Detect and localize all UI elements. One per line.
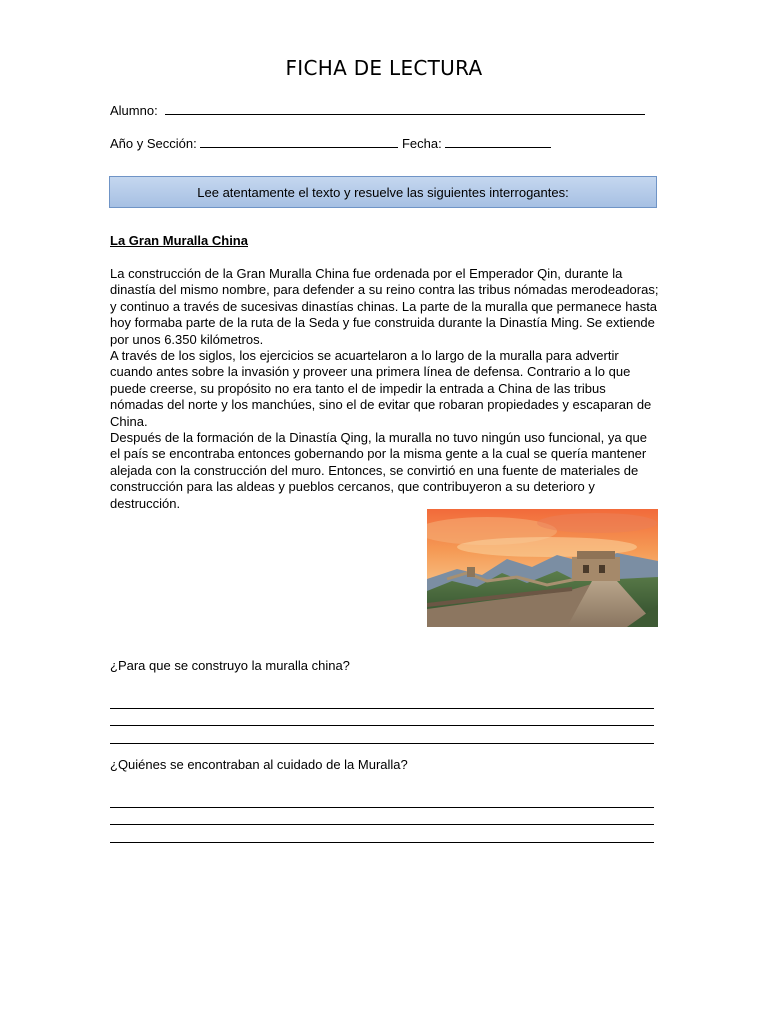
alumno-field[interactable] bbox=[110, 103, 645, 118]
reading-paragraph: La construcción de la Gran Muralla China fue ordenada por el Emperador Qin, durante la dinastía del mismo nombre, para defender a su reino contra las tribus nómadas merodeadoras; y continuo a través de sucesivas dinastías chinas. La parte de la muralla que permanece hasta hoy formaba parte de la ruta de la Seda y fue construida durante la Dinastía Ming. Se extiende por unos 6.350 kilómetros. bbox=[110, 266, 659, 347]
ano-seccion-blank-line[interactable] bbox=[200, 136, 398, 148]
fecha-label: Fecha: bbox=[401, 136, 442, 151]
answer-line[interactable] bbox=[110, 790, 654, 808]
answer-line[interactable] bbox=[110, 726, 654, 744]
question-2: ¿Quiénes se encontraban al cuidado de la Muralla? bbox=[110, 757, 408, 772]
ano-seccion-label: Año y Sección: bbox=[110, 136, 197, 151]
ano-seccion-field[interactable] bbox=[110, 136, 551, 151]
reading-title: La Gran Muralla China bbox=[110, 233, 248, 248]
alumno-label: Alumno: bbox=[110, 103, 158, 118]
answer-line[interactable] bbox=[110, 825, 654, 843]
alumno-blank-line[interactable] bbox=[165, 103, 645, 115]
answer-line[interactable] bbox=[110, 709, 654, 727]
answer-lines-1[interactable] bbox=[110, 691, 654, 744]
fecha-blank-line[interactable] bbox=[445, 136, 551, 148]
instructions-box bbox=[109, 176, 657, 208]
great-wall-photo bbox=[427, 509, 658, 627]
reading-paragraph: Después de la formación de la Dinastía Qing, la muralla no tuvo ningún uso funcional, ya que el país se encontraba entonces gobernando por la misma gente a la cual se quería mantener alejada con la construcción del muro. Entonces, se convirtió en una fuente de materiales de construcción para las aldeas y pueblos cercanos, que contribuyeron a su deterioro y destrucción. bbox=[110, 430, 647, 511]
question-1: ¿Para que se construyo la muralla china? bbox=[110, 658, 350, 673]
answer-line[interactable] bbox=[110, 808, 654, 826]
answer-line[interactable] bbox=[110, 691, 654, 709]
reading-paragraph: A través de los siglos, los ejercicios se acuartelaron a lo largo de la muralla para advertir cuando antes sobre la invasión y proveer una primera línea de defensa. Contrario a lo que puede creerse, su propósito no era tanto el de impedir la entrada a China de las tribus nómadas del norte y los manchúes, sino el de evitar que robaran propiedades y escaparan de China. bbox=[110, 348, 652, 429]
instructions-text: Lee atentamente el texto y resuelve las siguientes interrogantes: bbox=[197, 184, 569, 200]
answer-lines-2[interactable] bbox=[110, 790, 654, 843]
page-title: FICHA DE LECTURA bbox=[285, 56, 483, 80]
